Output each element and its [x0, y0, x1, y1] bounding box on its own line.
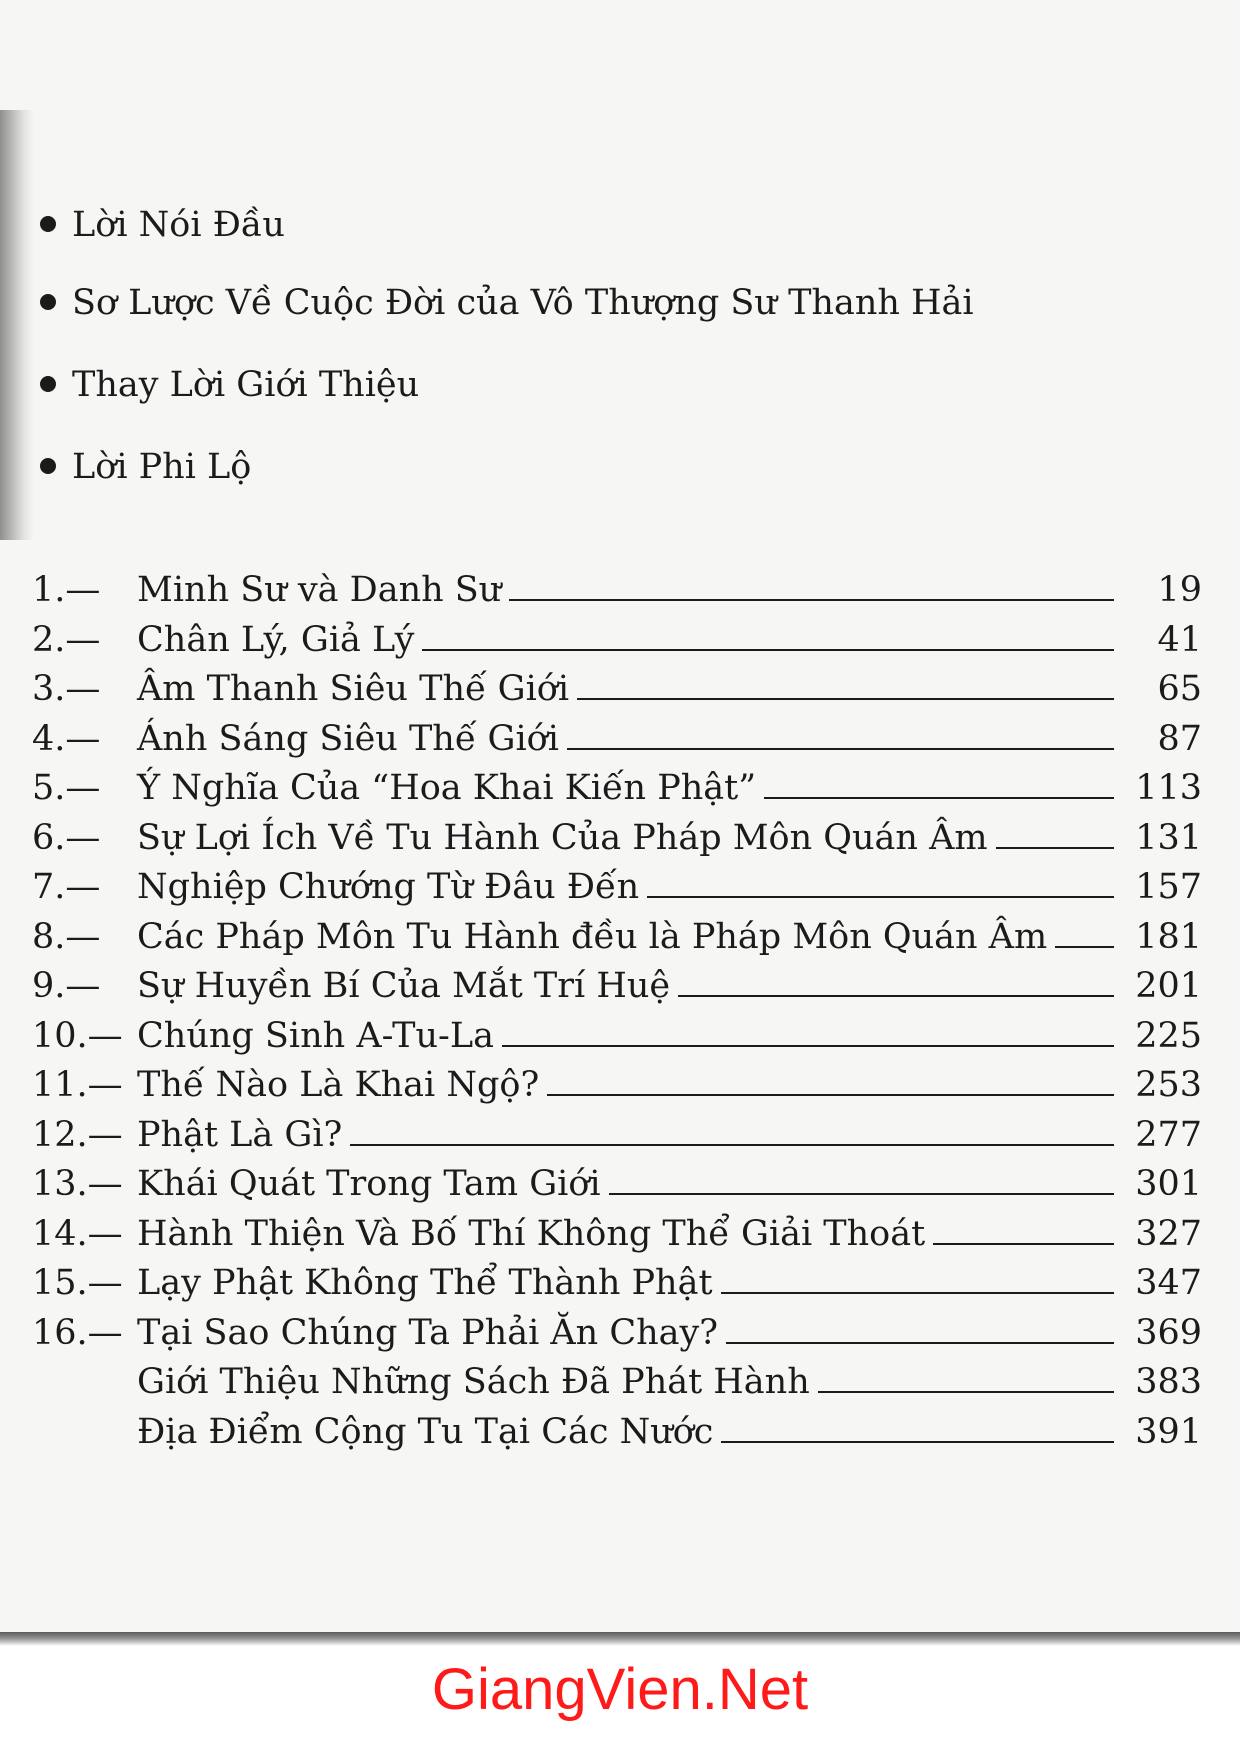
toc-row: [32, 1408, 1202, 1458]
scan-edge-shadow: [0, 110, 34, 540]
toc-number: 8.—: [32, 916, 101, 957]
toc-leader-line: [764, 797, 1114, 799]
toc-leader-line: [996, 847, 1114, 849]
toc-page-number: 301: [1135, 1164, 1202, 1204]
toc-row: [32, 962, 1202, 1012]
toc-number: 10.—: [32, 1015, 123, 1056]
toc-title: Sự Lợi Ích Về Tu Hành Của Pháp Môn Quán Âm: [137, 817, 988, 858]
toc-title: Tại Sao Chúng Ta Phải Ăn Chay?: [137, 1312, 719, 1353]
toc-number: 11.—: [32, 1065, 123, 1105]
toc-leader-line: [818, 1391, 1114, 1393]
bullet-dot-icon: [40, 376, 56, 392]
toc-page-number: 391: [1135, 1411, 1202, 1452]
toc-leader-line: [721, 1441, 1114, 1443]
toc-title: Nghiệp Chướng Từ Đâu Đến: [137, 867, 640, 907]
toc-leader-line: [350, 1144, 1114, 1146]
front-matter-label: Thay Lời Giới Thiệu: [72, 365, 420, 405]
toc-row: [32, 566, 1202, 616]
toc-row: [32, 715, 1202, 765]
front-matter-item: [40, 200, 285, 250]
toc-leader-line: [502, 1045, 1114, 1047]
toc-title: Chúng Sinh A-Tu-La: [137, 1015, 494, 1056]
toc-title: Hành Thiện Và Bố Thí Không Thể Giải Thoát: [137, 1213, 926, 1254]
toc-page-number: 65: [1157, 669, 1202, 709]
toc-page-number: 113: [1135, 768, 1202, 808]
toc-number: 5.—: [32, 768, 101, 808]
front-matter-item: [40, 442, 251, 492]
toc-title: Chân Lý, Giả Lý: [137, 619, 415, 660]
toc-leader-line: [422, 649, 1114, 651]
bullet-dot-icon: [40, 216, 56, 232]
toc-number: 15.—: [32, 1263, 123, 1303]
toc-leader-line: [609, 1193, 1114, 1195]
toc-title: Thế Nào Là Khai Ngộ?: [137, 1065, 540, 1105]
toc-page-number: 41: [1157, 619, 1202, 660]
toc-page-number: 131: [1135, 817, 1202, 858]
toc-title: Địa Điểm Cộng Tu Tại Các Nước: [137, 1411, 714, 1452]
toc-number: 7.—: [32, 867, 101, 907]
toc-title: Sự Huyền Bí Của Mắt Trí Huệ: [137, 966, 671, 1006]
toc-page-number: 347: [1135, 1263, 1202, 1303]
toc-leader-line: [933, 1243, 1114, 1245]
toc-title: Lạy Phật Không Thể Thành Phật: [137, 1263, 713, 1303]
toc-title: Minh Sư và Danh Sư: [137, 570, 502, 610]
toc-row: [32, 616, 1202, 666]
toc-row: [32, 913, 1202, 963]
toc-number: 14.—: [32, 1213, 123, 1254]
toc-leader-line: [678, 995, 1114, 997]
toc-number: 9.—: [32, 966, 101, 1006]
toc-row: [32, 1160, 1202, 1210]
toc-row: [32, 1111, 1202, 1161]
toc-leader-line: [567, 748, 1114, 750]
toc-title: Phật Là Gì?: [137, 1114, 343, 1155]
toc-leader-line: [647, 896, 1114, 898]
toc-row: [32, 1061, 1202, 1111]
front-matter-label: Lời Nói Đầu: [72, 205, 285, 245]
toc-row: [32, 1358, 1202, 1408]
toc-page-number: 87: [1157, 718, 1202, 759]
toc-page-number: 383: [1135, 1362, 1202, 1402]
toc-title: Khái Quát Trong Tam Giới: [137, 1164, 601, 1204]
front-matter-item: [40, 278, 974, 328]
toc-page-number: 225: [1135, 1015, 1202, 1056]
toc-leader-line: [726, 1342, 1114, 1344]
toc-page-number: 201: [1135, 966, 1202, 1006]
toc-number: 16.—: [32, 1312, 123, 1353]
toc-leader-line: [721, 1292, 1114, 1294]
toc-row: [32, 764, 1202, 814]
bullet-dot-icon: [40, 294, 56, 310]
table-of-contents: [32, 566, 1202, 1457]
toc-leader-line: [509, 599, 1114, 601]
toc-title: Giới Thiệu Những Sách Đã Phát Hành: [137, 1362, 810, 1402]
toc-page-number: 157: [1135, 867, 1202, 907]
toc-number: 2.—: [32, 619, 101, 660]
front-matter-label: Lời Phi Lộ: [72, 447, 252, 487]
toc-number: 6.—: [32, 817, 101, 858]
toc-page-number: 327: [1135, 1213, 1202, 1254]
front-matter-label: Sơ Lược Về Cuộc Đời của Vô Thượng Sư Thanh Hải: [72, 283, 974, 323]
toc-number: 12.—: [32, 1114, 123, 1155]
toc-number: 13.—: [32, 1164, 123, 1204]
toc-leader-line: [1055, 946, 1114, 948]
toc-row: [32, 665, 1202, 715]
toc-number: 3.—: [32, 669, 101, 709]
toc-row: [32, 863, 1202, 913]
watermark-text: GiangVien.Net: [431, 1657, 809, 1722]
toc-row: [32, 1309, 1202, 1359]
toc-page-number: 19: [1157, 570, 1202, 610]
toc-row: [32, 814, 1202, 864]
toc-page-number: 181: [1135, 916, 1202, 957]
toc-number: 4.—: [32, 718, 101, 759]
toc-leader-line: [577, 698, 1114, 700]
toc-leader-line: [547, 1094, 1114, 1096]
front-matter-item: [40, 360, 419, 410]
bullet-dot-icon: [40, 458, 56, 474]
toc-number: 1.—: [32, 570, 101, 610]
toc-page-number: 277: [1135, 1114, 1202, 1155]
toc-row: [32, 1210, 1202, 1260]
toc-title: Âm Thanh Siêu Thế Giới: [137, 669, 570, 709]
toc-page-number: 369: [1135, 1312, 1202, 1353]
toc-title: Các Pháp Môn Tu Hành đều là Pháp Môn Quán Âm: [137, 916, 1048, 957]
toc-title: Ý Nghĩa Của “Hoa Khai Kiến Phật”: [137, 768, 757, 808]
toc-row: [32, 1012, 1202, 1062]
toc-title: Ánh Sáng Siêu Thế Giới: [137, 718, 559, 759]
toc-row: [32, 1259, 1202, 1309]
toc-page-number: 253: [1135, 1065, 1202, 1105]
